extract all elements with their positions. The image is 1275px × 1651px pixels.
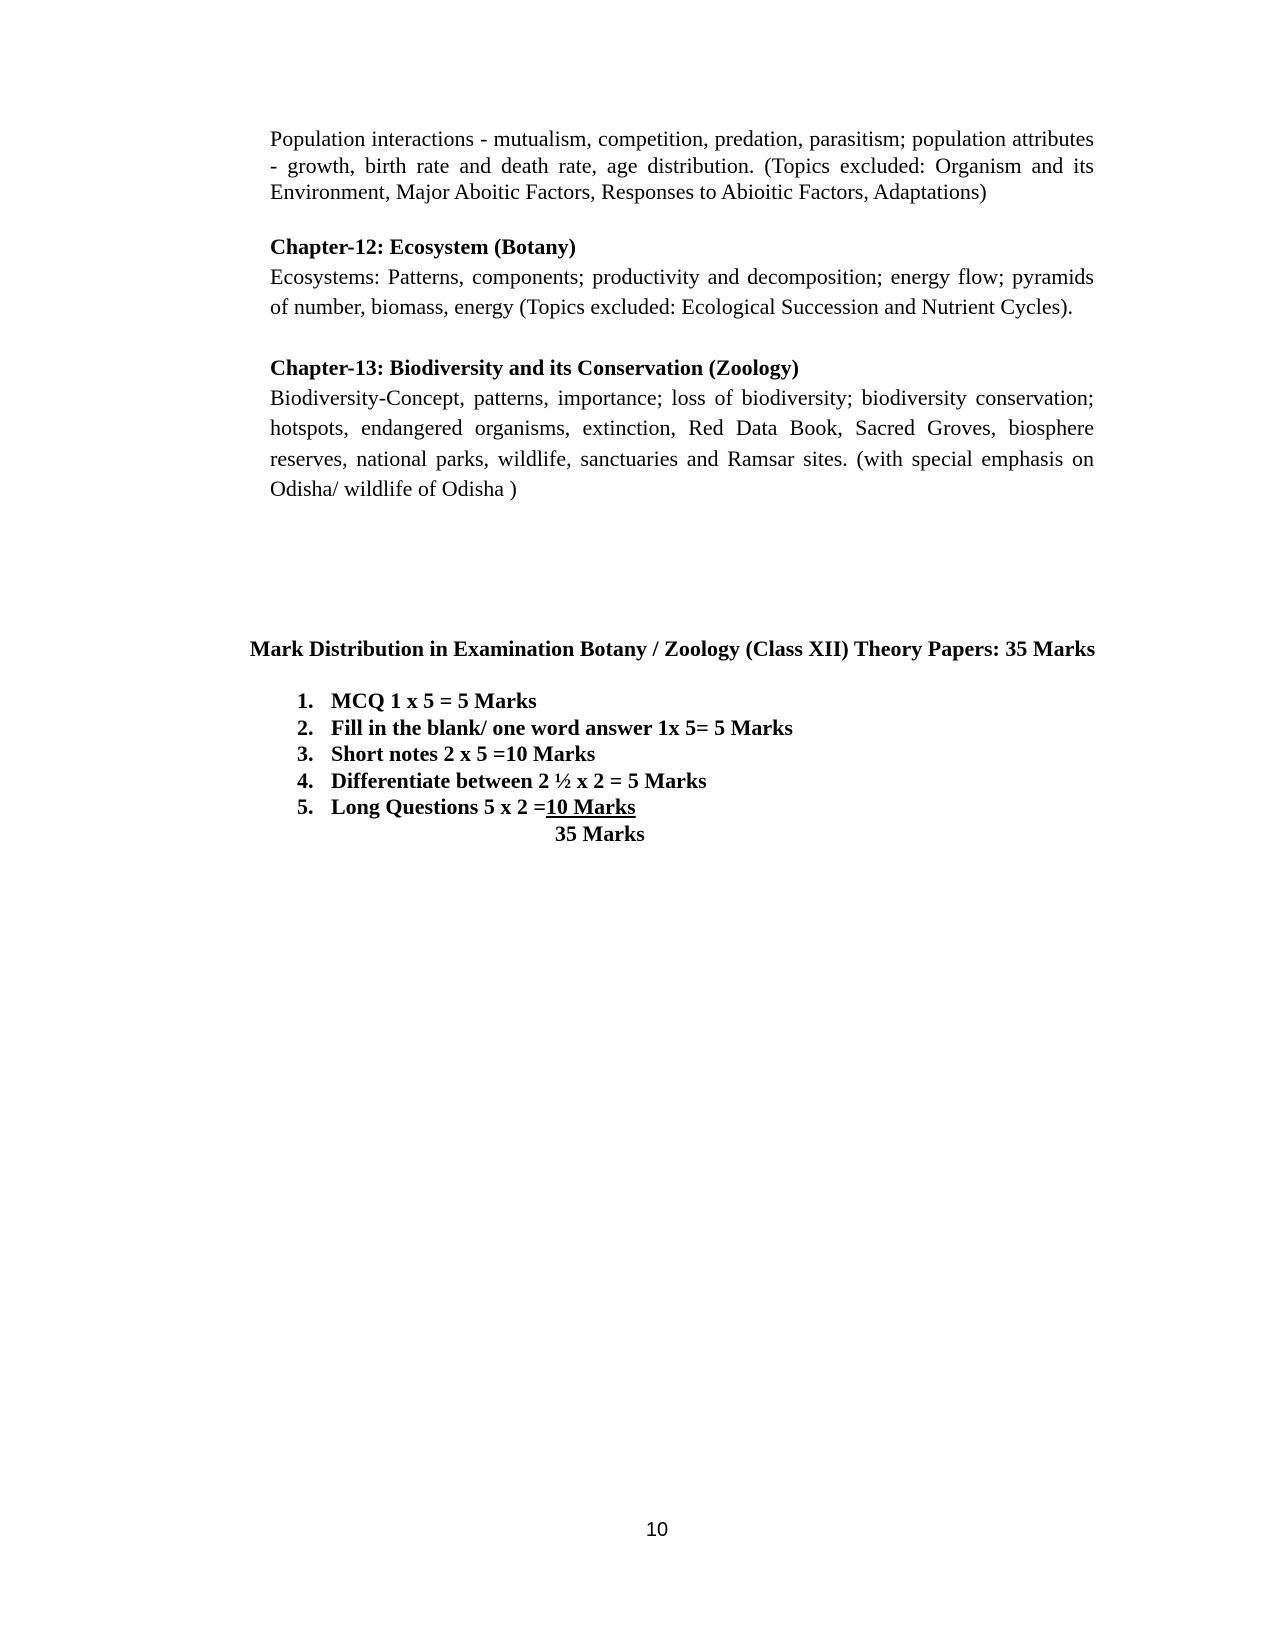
- item-text: Short notes 2 x 5 =10 Marks: [331, 741, 596, 767]
- chapter-13-section: [270, 353, 1094, 505]
- item-text: Differentiate between 2 ½ x 2 = 5 Marks: [331, 767, 707, 793]
- chapter-title: Chapter-12: Ecosystem (Botany): [270, 233, 576, 259]
- list-item: [297, 794, 793, 821]
- intro-paragraph: Population interactions - mutualism, competition, predation, parasitism; population attributes - growth, birth rate and death rate, age distribution. (Topics excluded: Organism and its Environment, Major Aboitic Factors, Responses to Abioitic Factors, Adaptations): [270, 126, 1094, 204]
- mark-distribution-title: Mark Distribution in Examination Botany / Zoology (Class XII) Theory Papers: 35 Marks: [249, 636, 1096, 661]
- mark-distribution-list: [297, 688, 793, 821]
- chapter-body: Biodiversity-Concept, patterns, importance; loss of biodiversity; biodiversity conservation; hotspots, endangered organisms, extinction, Red Data Book, Sacred Groves, biosphere reserves, national parks, wildlife, sanctuaries and Ramsar sites. (with special emphasis on Odisha/ wildlife of Odisha ): [270, 384, 1094, 501]
- item-number: 2.: [297, 714, 314, 740]
- list-item: [297, 768, 793, 795]
- chapter-body: Ecosystems: Patterns, components; productivity and decomposition; energy flow; pyramids of number, biomass, energy (Topics excluded: Ecological Succession and Nutrient Cycles).: [270, 263, 1094, 319]
- list-item: [297, 715, 793, 742]
- chapter-12-section: [270, 232, 1094, 323]
- item-text: Long Questions 5 x 2 =: [331, 794, 546, 820]
- page-number: 10: [645, 1519, 669, 1541]
- list-item: [297, 688, 793, 715]
- total-marks: 35 Marks: [555, 821, 645, 846]
- item-number: 3.: [297, 741, 314, 767]
- item-number: 4.: [297, 767, 314, 793]
- chapter-title: Chapter-13: Biodiversity and its Conservation (Zoology): [270, 354, 800, 380]
- item-text: Fill in the blank/ one word answer 1x 5= 5 Marks: [331, 714, 793, 740]
- item-text: MCQ 1 x 5 = 5 Marks: [331, 688, 537, 713]
- syllabus-content: [270, 126, 1094, 505]
- list-item: [297, 741, 793, 768]
- item-number: 5.: [297, 794, 314, 820]
- item-marks-underlined: 10 Marks: [545, 794, 636, 820]
- item-number: 1.: [297, 688, 314, 713]
